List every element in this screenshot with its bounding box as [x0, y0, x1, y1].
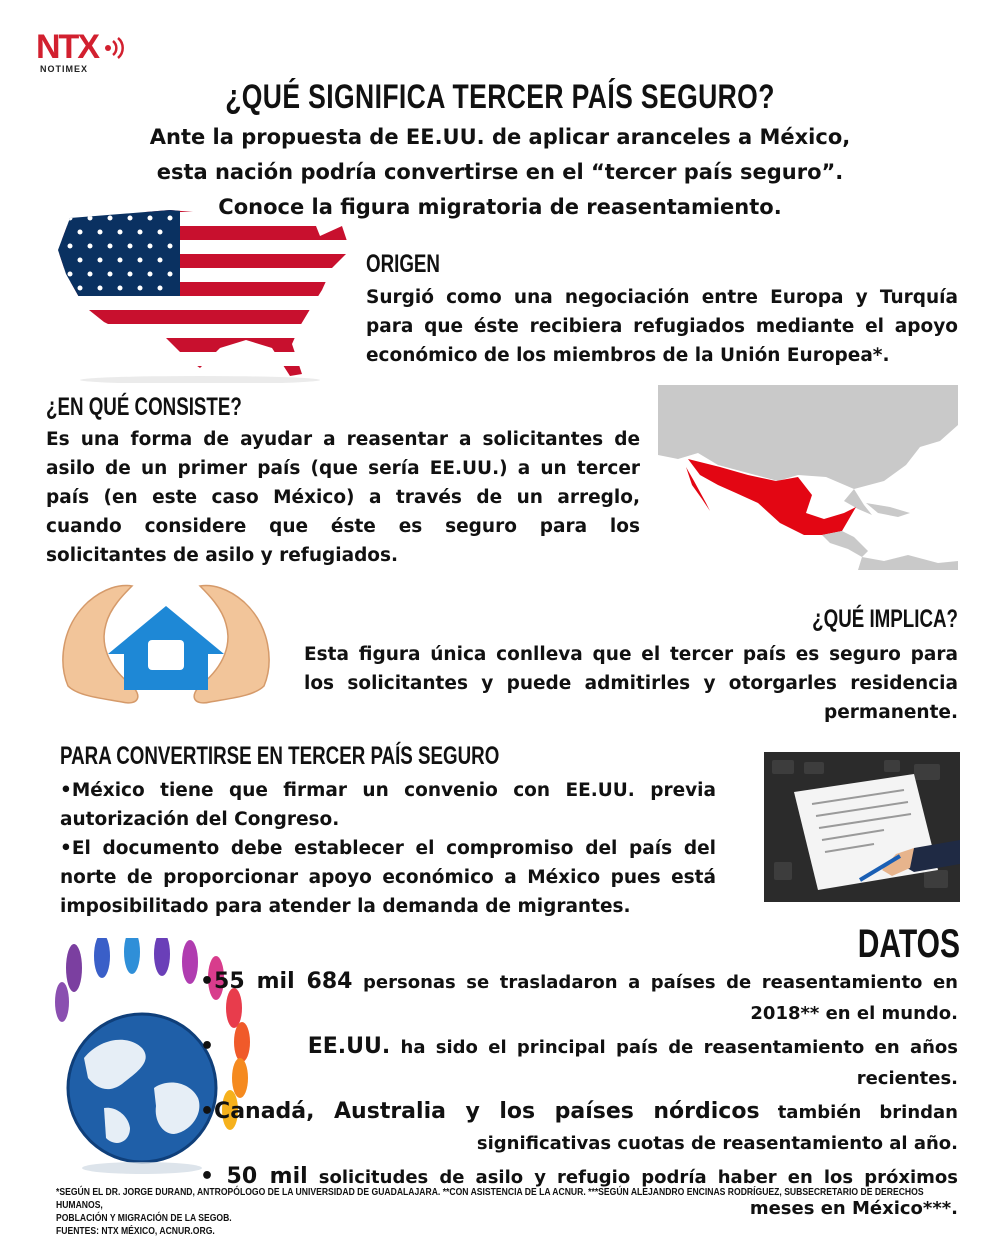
convertirse-heading: PARA CONVERTIRSE EN TERCER PAÍS SEGURO — [60, 742, 500, 770]
dato-highlight: • 50 mil — [200, 1164, 308, 1189]
implica-heading: ¿QUÉ IMPLICA? — [812, 605, 958, 633]
consiste-text: Es una forma de ayudar a reasentar a solicitantes de asilo de un primer país (que sería EE.UU.) a un tercer país (en este caso México) a través de un arreglo, cuando considere que éste es seguro para los solicitantes de asilo y refugiados. — [46, 429, 640, 566]
dato-text: también brindan significativas cuotas de reasentamiento al año. — [476, 1102, 958, 1154]
dato-text: solicitudes de asilo y refugio podría haber en los próximos meses en México***. — [307, 1167, 958, 1219]
implica-text: Esta figura única conlleva que el tercer país es seguro para los solicitantes y puede admitirles y otorgarles residencia permanente. — [304, 644, 958, 723]
dato-highlight: •Canadá, Australia y los países nórdicos — [200, 1099, 760, 1124]
mexico-map-image — [658, 385, 958, 570]
document-signing-image — [764, 752, 960, 902]
footnote-line: *SEGÚN EL DR. JORGE DURAND, ANTROPÓLOGO DE LA UNIVERSIDAD DE GUADALAJARA. **CON ASISTENCIA DE LA ACNUR. ***SEGÚN ALEJANDRO ENCINAS RODRÍGUEZ, SUBSECRETARIO DE DERECHOS HUMANOS, — [56, 1187, 924, 1211]
footnote-sources: FUENTES: NTX MÉXICO, ACNUR.ORG. — [56, 1226, 215, 1237]
list-item — [200, 966, 958, 1029]
notimex-logo — [36, 30, 126, 72]
page-title: ¿QUÉ SIGNIFICA TERCER PAÍS SEGURO? — [225, 78, 775, 116]
list-item: •El documento debe establecer el compromiso del país del norte de proporcionar apoyo económico a México pues está imposibilitado para atender la demanda de migrantes. — [60, 838, 716, 917]
dato-text: personas se trasladaron a países de reasentamiento en 2018** en el mundo. — [352, 972, 958, 1024]
logo-ntx-text: NTX — [36, 28, 98, 66]
page-subtitle: Ante la propuesta de EE.UU. de aplicar aranceles a México, esta nación podría convertirse en el “tercer país seguro”. Conoce la figura migratoria de reasentamiento. — [149, 125, 851, 219]
logo-notimex-text: NOTIMEX — [40, 64, 89, 74]
dato-text: ha sido el principal país de reasentamiento en años recientes. — [390, 1037, 965, 1089]
list-item: •México tiene que firmar un convenio con EE.UU. previa autorización del Congreso. — [60, 780, 716, 830]
list-item — [200, 1096, 958, 1159]
dato-highlight: • EE.UU. — [200, 1034, 391, 1059]
dato-highlight: •55 mil 684 — [200, 969, 353, 994]
datos-heading: DATOS — [857, 922, 960, 966]
list-item — [200, 1031, 965, 1094]
broadcast-waves-icon — [100, 36, 126, 60]
footnote-line: POBLACIÓN Y MIGRACIÓN DE LA SEGOB. — [56, 1213, 232, 1224]
footnote — [56, 1186, 950, 1238]
hands-house-image — [48, 566, 284, 716]
convertirse-list — [60, 776, 716, 921]
usa-flag-map-image — [50, 198, 355, 383]
origen-text: Surgió como una negociación entre Europa y Turquía para que éste recibiera refugiados mediante el apoyo económico de los miembros de la Unión Europea*. — [366, 287, 958, 366]
origen-heading: ORIGEN — [366, 250, 440, 278]
consiste-heading: ¿EN QUÉ CONSISTE? — [46, 393, 242, 421]
